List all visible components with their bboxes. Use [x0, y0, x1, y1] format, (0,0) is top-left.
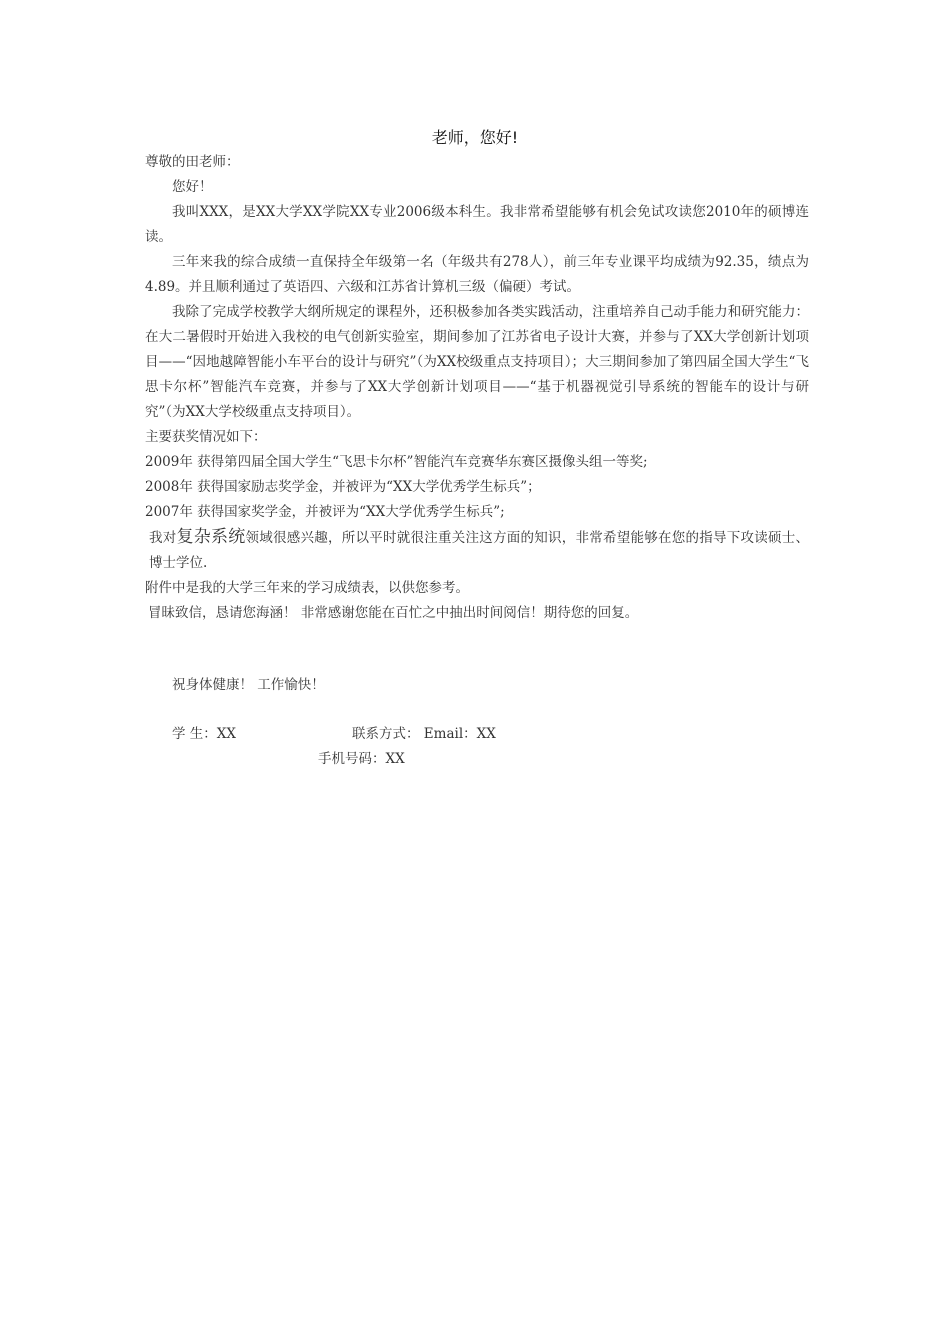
awards-heading: 主要获奖情况如下： [145, 429, 267, 445]
salutation: 尊敬的田老师： [145, 154, 240, 170]
interest-paragraph [145, 525, 809, 576]
wishes: 祝身体健康！ 工作愉快！ [172, 677, 325, 693]
student-name: 学 生：XX [172, 726, 237, 742]
interest-pre: 我对 [149, 530, 177, 546]
award-item: 2009年 获得第四届全国大学生“飞思卡尔杯”智能汽车竞赛华东赛区摄像头组一等奖; [145, 454, 648, 470]
greeting: 您好！ [172, 179, 213, 195]
intro-paragraph: 我叫XXX，是XX大学XX学院XX专业2006级本科生。我非常希望能够有机会免试攻读您2010年的硕博连读。 [145, 204, 809, 245]
interest-post: 领域很感兴趣，所以平时就很注重关注这方面的知识，非常希望能够在您的指导下攻读硕士、博士学位. [149, 530, 809, 571]
attachment-note: 附件中是我的大学三年来的学习成绩表，以供您参考。 [145, 580, 469, 596]
award-item: 2007年 获得国家奖学金，并被评为“XX大学优秀学生标兵”; [145, 504, 505, 520]
contact-phone: 手机号码：XX [318, 751, 405, 767]
interest-highlight: 复杂系统 [176, 527, 246, 547]
letter-title: 老师，您好! [431, 128, 519, 147]
award-item: 2008年 获得国家励志奖学金，并被评为“XX大学优秀学生标兵”； [145, 479, 541, 495]
grades-paragraph: 三年来我的综合成绩一直保持全年级第一名（年级共有278人），前三年专业课平均成绩为92.35，绩点为4.89。并且顺利通过了英语四、六级和江苏省计算机三级（偏硬）考试。 [145, 254, 809, 295]
activities-paragraph: 我除了完成学校教学大纲所规定的课程外，还积极参加各类实践活动，注重培养自己动手能力和研究能力：在大二暑假时开始进入我校的电气创新实验室，期间参加了江苏省电子设计大赛，并参与了XX大学创新计划项目——“因地越障智能小车平台的设计与研究”（为XX校级重点支持项目）；大三期间参加了第四届全国大学生“飞思卡尔杯”智能汽车竞赛，并参与了XX大学创新计划项目——“基于机器视觉引导系统的智能车的设计与研究”（为XX大学校级重点支持项目）。 [145, 304, 809, 420]
contact-email: 联系方式： Email：XX [352, 726, 496, 742]
letter-body [145, 150, 809, 626]
closing-paragraph: 冒昧致信，恳请您海涵！ 非常感谢您能在百忙之中抽出时间阅信！期待您的回复。 [148, 605, 639, 621]
